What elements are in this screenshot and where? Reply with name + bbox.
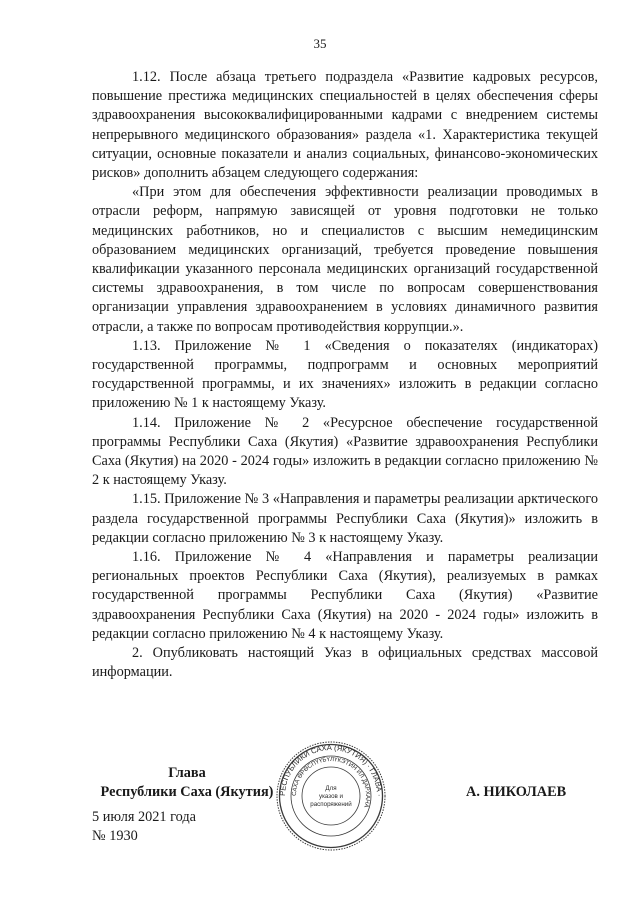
seal-center-line2: указов и bbox=[319, 793, 343, 800]
decree-meta bbox=[92, 808, 196, 846]
paragraph-quote: «При этом для обеспечения эффективности реализации проводимых в отрасли реформ, напрямую зависящей от уровня подготовки не только медицинских работников, но и специалистов с высшим немедицинским образованием медицинских организаций, требуется проведение повышения квалификации указанного персонала медицинских организаций государственной системы здравоохранения, в том числе по вопросам совершенствования организации управления здравоохранением в условиях динамичного развития отрасли, а также по вопросам противодействия коррупции.». bbox=[92, 184, 598, 335]
seal-center-line1: Для bbox=[325, 785, 337, 792]
paragraph-1-15: 1.15. Приложение № 3 «Направления и параметры реализации арктического раздела государственной программы Республики Саха (Якутия)» изложить в редакции согласно приложению № 3 к настоящему Указу. bbox=[92, 491, 598, 546]
seal-outer-text: РЕСПУБЛИКИ САХА (ЯКУТИЯ) · ГЛАВА · bbox=[277, 742, 385, 797]
signatory-name: А. НИКОЛАЕВ bbox=[466, 784, 567, 800]
paragraph-1-13: 1.13. Приложение № 1 «Сведения о показателях (индикаторах) государственной программы, подпрограмм и основных мероприятий государственной программы, и их значениях» изложить в редакции согласно приложению № 1 к настоящему Указу. bbox=[92, 337, 598, 412]
paragraph-1-14: 1.14. Приложение № 2 «Ресурсное обеспечение государственной программы Республики Саха (Якутия) «Развитие здравоохранения Республики Саха (Якутия) на 2020 - 2024 годы» изложить в редакции согласно приложению № 2 к настоящему Указу. bbox=[92, 414, 598, 489]
decree-date: 5 июля 2021 года bbox=[92, 809, 197, 825]
official-seal bbox=[275, 740, 387, 852]
page-number: 35 bbox=[313, 36, 327, 51]
seal-inner-text: САХА ӨРӨСПҮҮБҮЛҮКЭТИН ИЛ ДАРХАНА bbox=[291, 756, 371, 809]
signatory-title-line2: Республики Саха (Якутия) bbox=[100, 784, 274, 800]
decree-body bbox=[92, 68, 598, 683]
signatory-title bbox=[92, 764, 282, 802]
paragraph-2: 2. Опубликовать настоящий Указ в официальных средствах массовой информации. bbox=[92, 645, 598, 681]
decree-number: № 1930 bbox=[92, 828, 138, 844]
paragraph-1-16: 1.16. Приложение № 4 «Направления и параметры реализации региональных проектов Республики Саха (Якутия), реализуемых в рамках государственной программы Республики Саха (Якутия) «Развитие здравоохранения Республики Саха (Якутия) на 2020 - 2024 годы» изложить в редакции согласно приложению № 4 к настоящему Указу. bbox=[92, 549, 598, 642]
signatory-title-line1: Глава bbox=[168, 765, 206, 781]
seal-center-line3: распоряжений bbox=[310, 801, 352, 808]
paragraph-1-12: 1.12. После абзаца третьего подраздела «Развитие кадровых ресурсов, повышение престижа медицинских специальностей в целях обеспечения сферы здравоохранения высококвалифицированными кадрами с внедрением системы непрерывного медицинского образования» раздела «1. Характеристика текущей ситуации, основные показатели и анализ социальных, финансово-экономических рисков» дополнить абзацем следующего содержания: bbox=[92, 69, 598, 182]
